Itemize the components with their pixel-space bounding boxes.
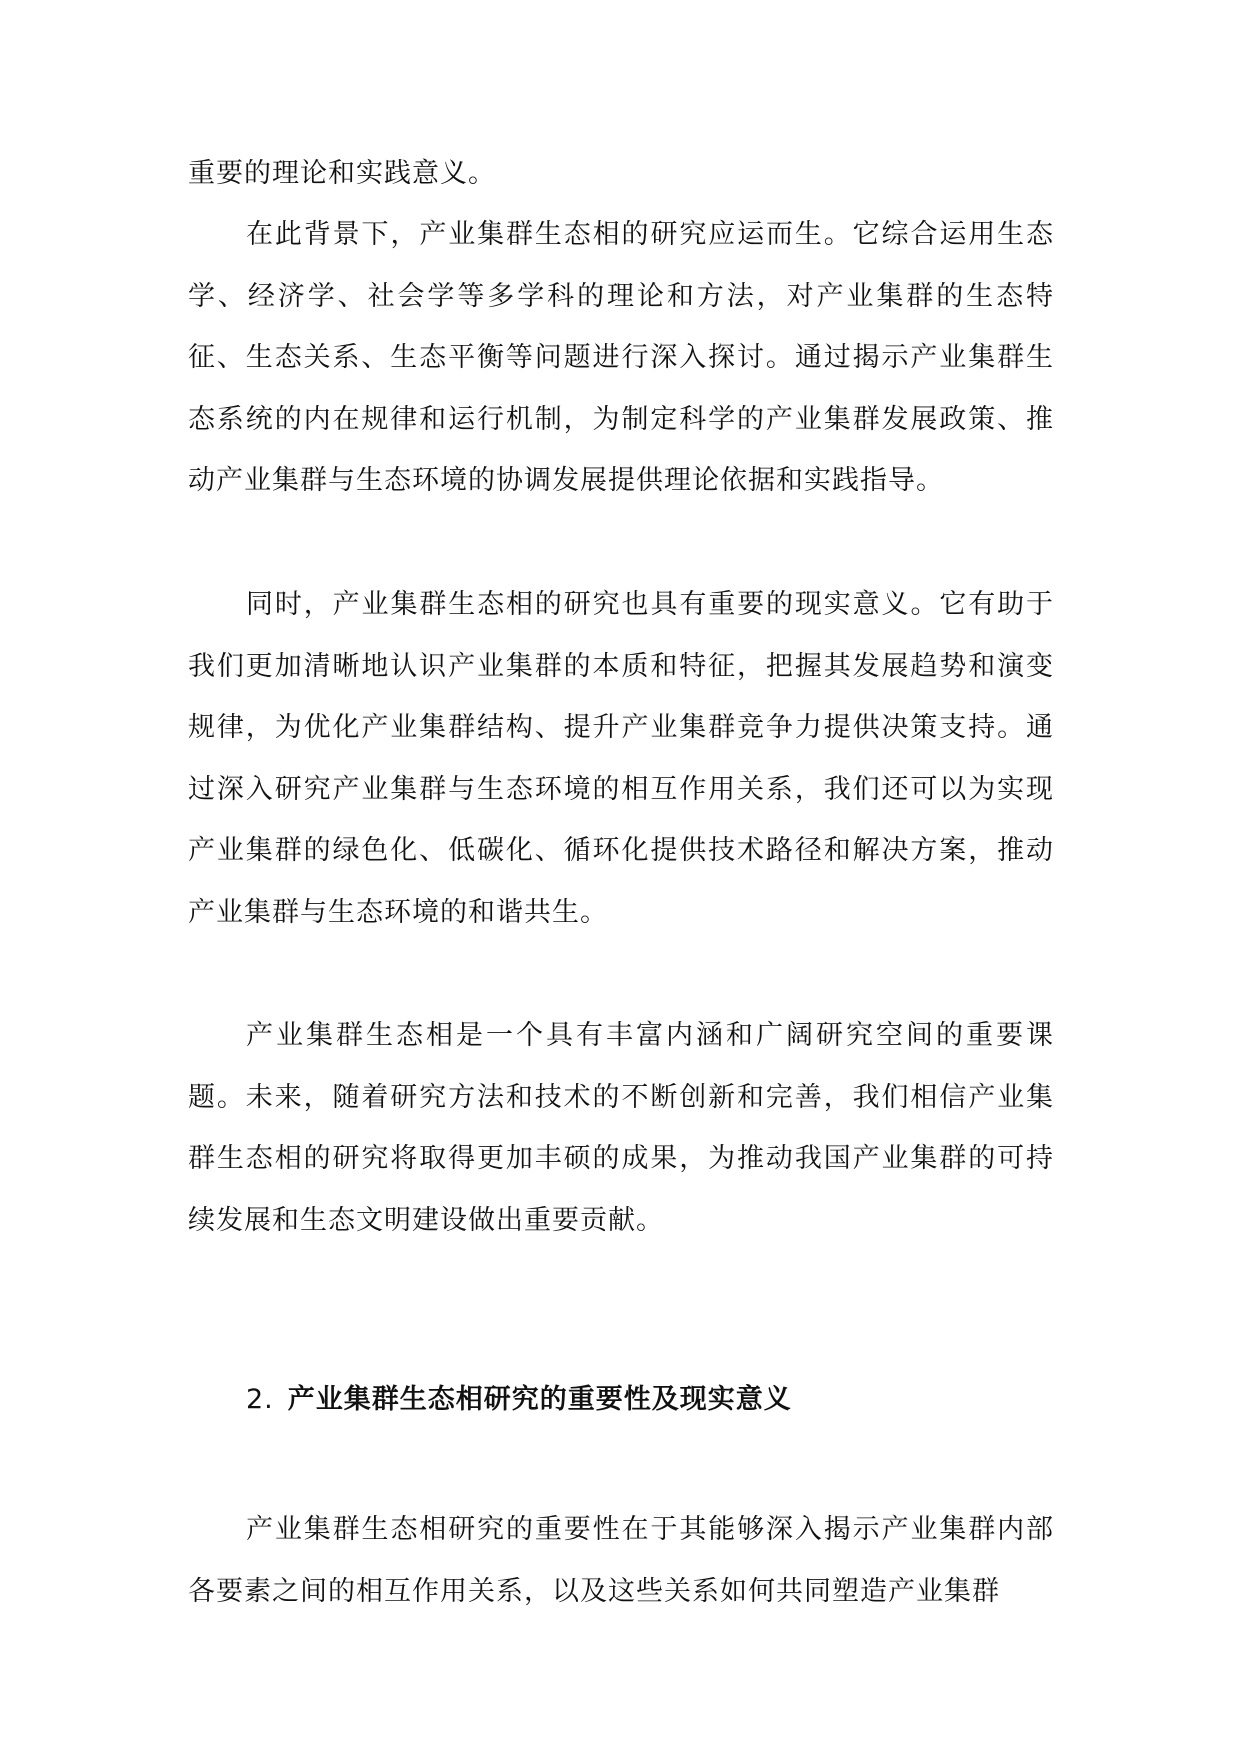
section-heading xyxy=(246,1380,792,1420)
paragraph-importance: 产业集群生态相研究的重要性在于其能够深入揭示产业集群内部各要素之间的相互作用关系，以及这些关系如何共同塑造产业集群 xyxy=(188,1514,1054,1607)
section-number: 2. xyxy=(246,1384,274,1415)
section-title: 产业集群生态相研究的重要性及现实意义 xyxy=(287,1384,792,1415)
paragraph-practical-significance: 同时，产业集群生态相的研究也具有重要的现实意义。它有助于我们更加清晰地认识产业集群的本质和特征，把握其发展趋势和演变规律，为优化产业集群结构、提升产业集群竞争力提供决策支持。通过深入研究产业集群与生态环境的相互作用关系，我们还可以为实现产业集群的绿色化、低碳化、循环化提供技术路径和解决方案，推动产业集群与生态环境的和谐共生。 xyxy=(188,589,1054,928)
paragraph-outlook: 产业集群生态相是一个具有丰富内涵和广阔研究空间的重要课题。未来，随着研究方法和技术的不断创新和完善，我们相信产业集群生态相的研究将取得更加丰硕的成果，为推动我国产业集群的可持续发展和生态文明建设做出重要贡献。 xyxy=(188,1020,1054,1236)
paragraph-continuation: 重要的理论和实践意义。 xyxy=(188,158,496,189)
paragraph-background: 在此背景下，产业集群生态相的研究应运而生。它综合运用生态学、经济学、社会学等多学科的理论和方法，对产业集群的生态特征、生态关系、生态平衡等问题进行深入探讨。通过揭示产业集群生态系统的内在规律和运行机制，为制定科学的产业集群发展政策、推动产业集群与生态环境的协调发展提供理论依据和实践指导。 xyxy=(188,219,1054,497)
